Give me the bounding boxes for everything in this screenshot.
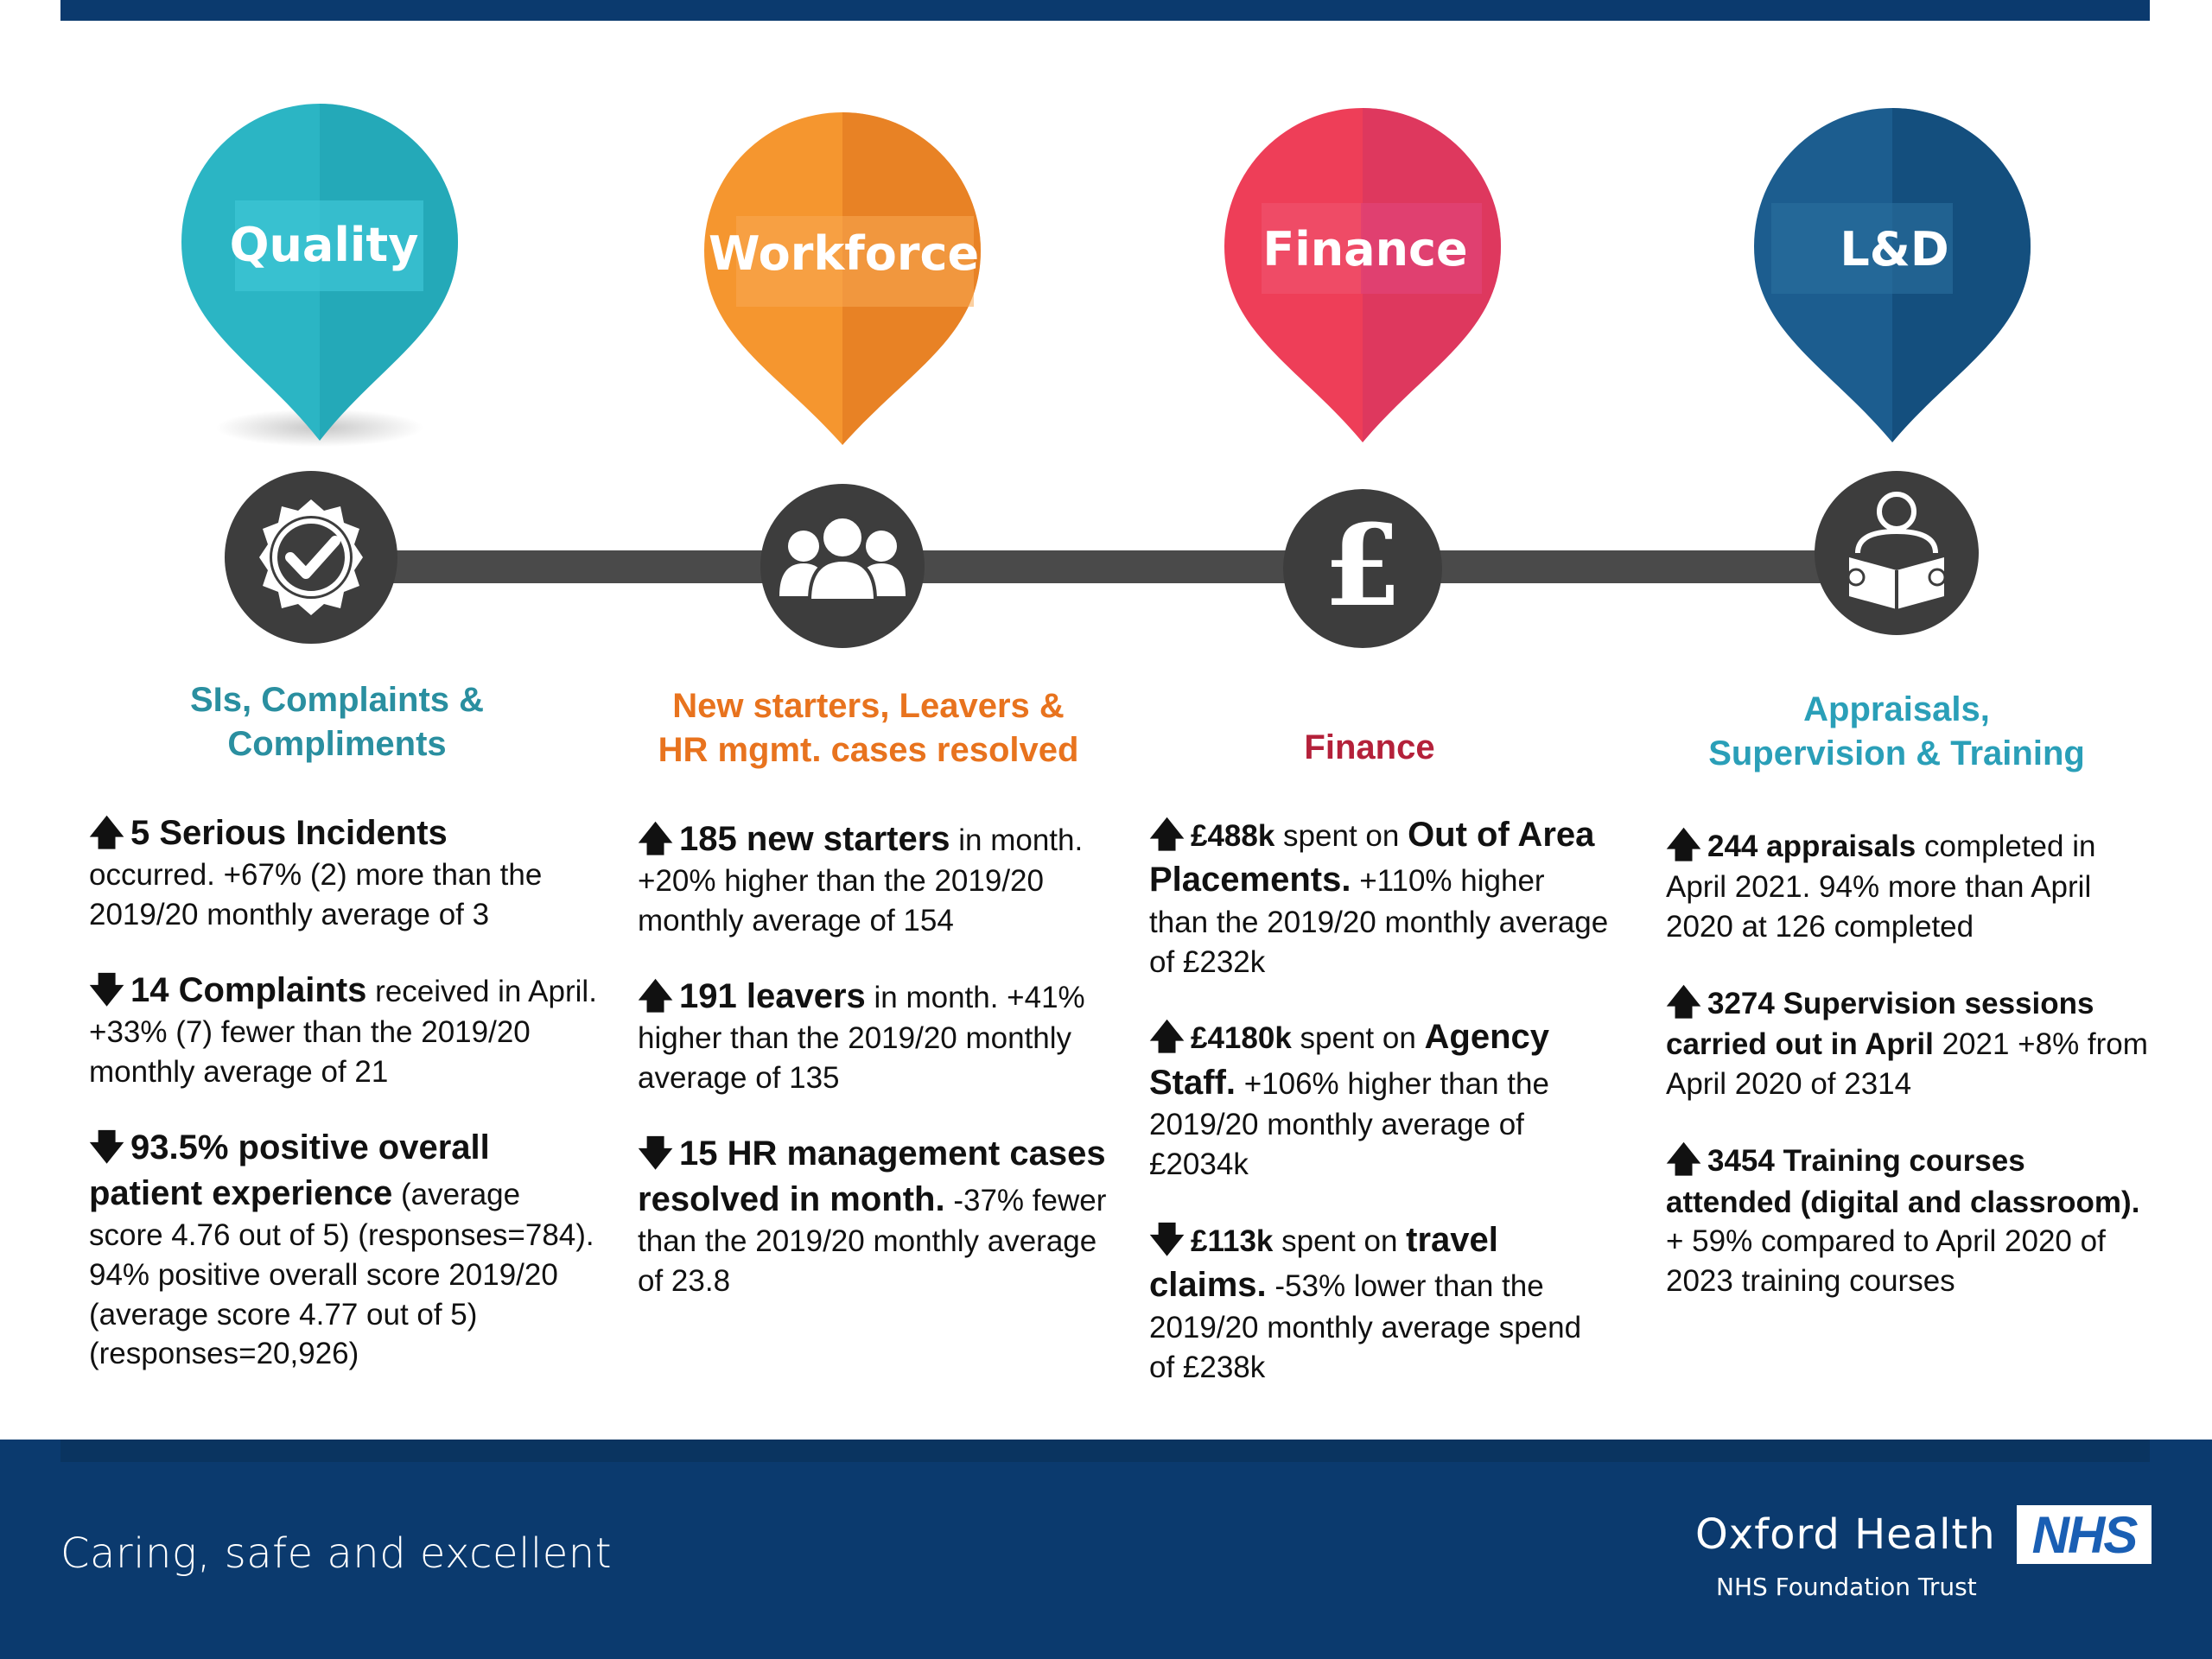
- svg-text:£: £: [1323, 499, 1402, 632]
- heading-ld: Appraisals, Supervision & Training: [1708, 690, 2085, 773]
- arrow-up-icon: 🡅: [1666, 1141, 1702, 1179]
- footer-tagline: Caring, safe and excellent: [60, 1529, 613, 1578]
- arrow-up-icon: 🡅: [1149, 1018, 1185, 1057]
- people-group-icon: [760, 484, 925, 648]
- quality-item-complaints: 🡇 14 Complaints received in April. +33% (7) fewer than the 2019/20 monthly average of 21: [89, 968, 599, 1092]
- pin-label-ld: L&D: [1840, 222, 1949, 276]
- arrow-up-icon: 🡅: [1666, 826, 1702, 864]
- arrow-up-icon: 🡅: [1666, 983, 1702, 1022]
- pin-label-finance: Finance: [1262, 222, 1468, 276]
- quality-item-serious-incidents: 🡅 5 Serious Incidents occurred. +67% (2) more than the 2019/20 monthly average of 3: [89, 810, 599, 935]
- arrow-down-icon: 🡇: [89, 971, 125, 1010]
- pin-quality: [181, 104, 458, 447]
- workforce-item-leavers: 🡅 191 leavers in month. +41% higher than the 2019/20 monthly average of 135: [638, 974, 1113, 1098]
- arrow-up-icon: 🡅: [89, 814, 125, 852]
- ld-list: [1666, 823, 2150, 1334]
- ld-item-appraisals: 🡅 244 appraisals completed in April 2021. 94% more than April 2020 at 126 completed: [1666, 823, 2150, 947]
- org-name: Oxford Health: [1695, 1510, 1996, 1559]
- quality-item-patient-experience: 🡇 93.5% positive overall patient experience (average score 4.76 out of 5) (responses=784). 94% positive overall score 2019/20 (average score 4.77 out of 5) (responses=20,926): [89, 1125, 599, 1374]
- arrow-up-icon: 🡅: [638, 977, 674, 1016]
- timeline-bar: [363, 550, 1910, 583]
- finance-item-travel-claims: 🡇 £113k spent on travel claims. -53% lower than the 2019/20 monthly average spend of £238k: [1149, 1217, 1611, 1387]
- arrow-down-icon: 🡇: [1149, 1220, 1185, 1259]
- nhs-logo: NHS: [2017, 1505, 2152, 1564]
- arrow-up-icon: 🡅: [638, 820, 674, 858]
- quality-list: [89, 810, 599, 1407]
- heading-quality: SIs, Complaints & Compliments: [189, 681, 485, 764]
- finance-item-agency-staff: 🡅 £4180k spent on Agency Staff. +106% higher than the 2019/20 monthly average of £2034k: [1149, 1014, 1611, 1184]
- workforce-list: [638, 817, 1113, 1334]
- finance-item-out-of-area: 🡅 £488k spent on Out of Area Placements. +110% higher than the 2019/20 monthly average of £232k: [1149, 812, 1611, 982]
- timeline-graphic: [0, 0, 2212, 778]
- workforce-item-hr-cases: 🡇 15 HR management cases resolved in month. -37% fewer than the 2019/20 monthly average of 23.8: [638, 1131, 1113, 1300]
- pin-label-workforce: Workforce: [709, 226, 980, 281]
- arrow-up-icon: 🡅: [1149, 816, 1185, 854]
- heading-finance: Finance: [1304, 728, 1435, 766]
- workforce-item-new-starters: 🡅 185 new starters in month. +20% higher than the 2019/20 monthly average of 154: [638, 817, 1113, 941]
- footer-strip: [60, 1440, 2150, 1462]
- pin-label-quality: Quality: [229, 218, 419, 272]
- arrow-down-icon: 🡇: [638, 1135, 674, 1173]
- pound-sign-icon: [1283, 489, 1442, 648]
- org-subtitle: NHS Foundation Trust: [1716, 1573, 1977, 1601]
- ld-item-training: 🡅 3454 Training courses attended (digital and classroom). + 59% compared to April 2020 of 2023 training courses: [1666, 1137, 2150, 1301]
- gear-check-icon: [225, 471, 397, 644]
- heading-workforce: New starters, Leavers & HR mgmt. cases resolved: [658, 687, 1079, 770]
- reader-book-icon: [1815, 471, 1979, 635]
- finance-list: [1149, 812, 1611, 1420]
- arrow-down-icon: 🡇: [89, 1128, 125, 1167]
- ld-item-supervision: 🡅 3274 Supervision sessions carried out in April 2021 +8% from April 2020 of 2314: [1666, 980, 2150, 1104]
